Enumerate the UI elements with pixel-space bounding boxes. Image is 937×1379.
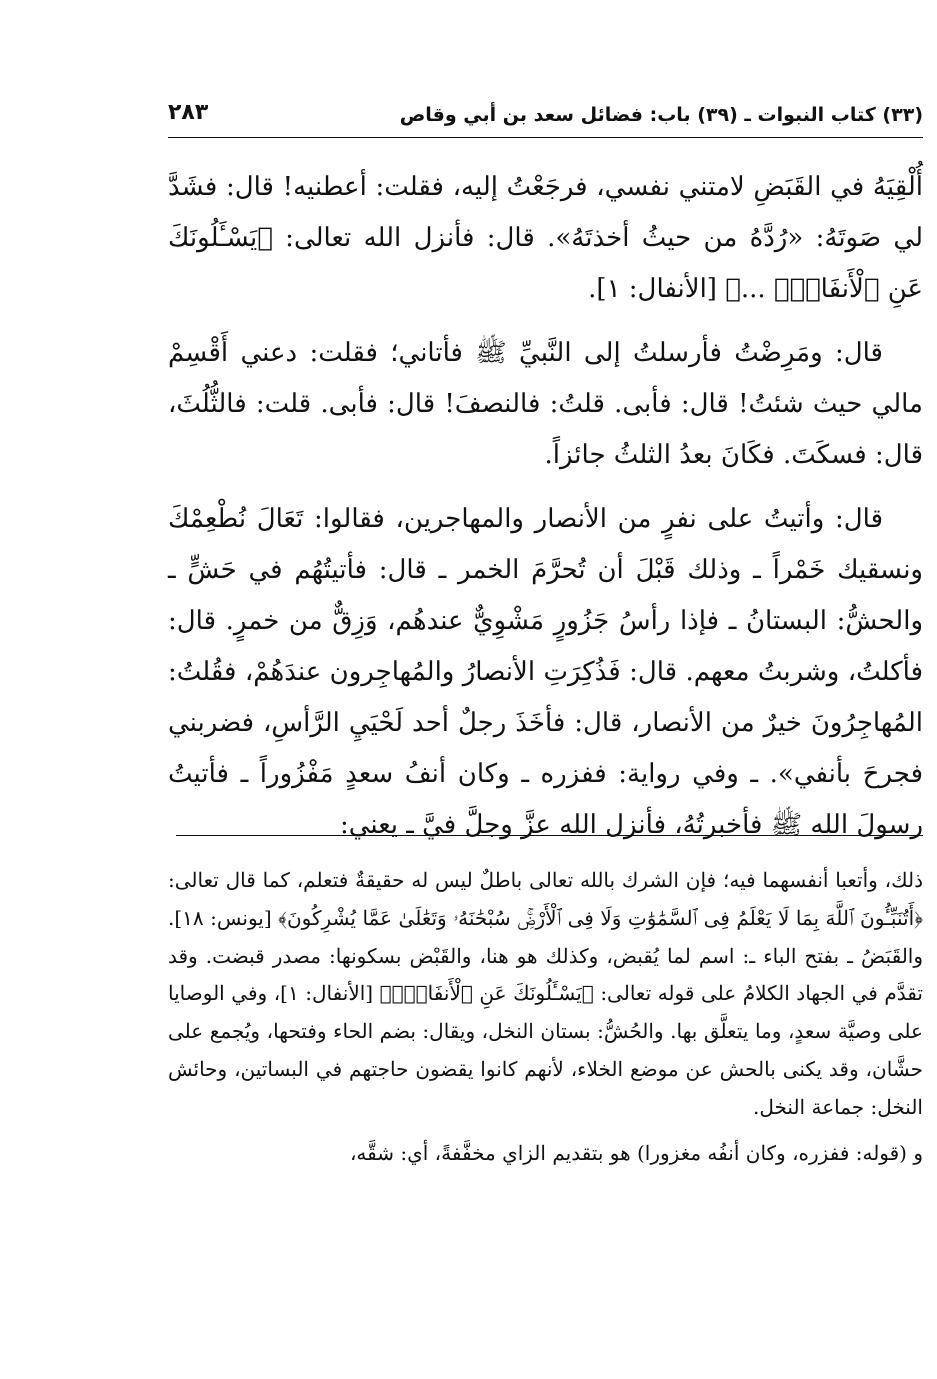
footnote-paragraph: ذلك، وأتعبا أنفسهما فيه؛ فإن الشرك بالله تعالى باطلٌ ليس له حقيقةٌ فتعلم، كما قال تعالى: ﴿أَتُنَبِّـُٔونَ ٱللَّهَ بِمَا لَا يَعْلَمُ فِى ٱلسَّمَٰوَٰتِ وَلَا فِى ٱلْأَرْضِۚ سُبْحَٰنَهُۥ وَتَعَٰلَىٰ عَمَّا يُشْرِكُونَ﴾ [يونس: ١٨]. والقَبَضُ ـ بفتح الباء ـ: اسم لما يُقبض، وكذلك هو هنا، والقَبْض بسكونها: مصدر قبضت. وقد تقدَّم في الجهاد الكلامُ على قوله تعالى: ﴿يَسْـَٔلُونَكَ عَنِ ٱلْأَنفَالِۖ﴾ [الأنفال: ١]، وفي الوصايا على وصيَّة سعدٍ، وما يتعلَّق بها. والحُشُّ: بستان النخل، ويقال: بضم الحاء وفتحها، ويُجمع على حشَّان، وقد يكنى بالحش عن موضع الخلاء، لأنهم كانوا يقضون حاجتهم في البساتين، وحائش النخل: جماعة النخل. [168,868,923,1119]
main-paragraph: قال: ومَرِضْتُ فأرسلتُ إلى النَّبيِّ ﷺ فأتاني؛ فقلت: دعني أَقْسِمْ مالي حيث شئتُ! قال: فأبى. قلتُ: فالنصفَ! قال: فأبى. قلت: فالثُّلُثَ، قال: فسكَتَ. فكَانَ بعدُ الثلثُ جائزاً. [168,338,923,470]
main-paragraph: أُلْقِيَهُ في القَبَضِ لامتني نفسي، فرجَعْتُ إليه، فقلت: أعطنيه! قال: فشَدَّ لي صَوتَهُ: «رُدَّهُ من حيثُ أخذتَهُ». قال: فأنزل الله تعالى: ﴿يَسْـَٔلُونَكَ عَنِ ٱلْأَنفَالِۖ ...﴾ [الأنفال: ١]. [168,172,923,304]
main-text [168,162,923,864]
running-header [168,96,923,136]
footnote-paragraph: و (قوله: ففزره، وكان أنفُه مغزورا) هو بتقديم الزاي مخفَّفةً، أي: شقَّه، [349,1140,923,1165]
page-number: ٢٨٣ [168,100,209,125]
main-paragraph: قال: وأتيتُ على نفرٍ من الأنصار والمهاجرين، فقالوا: تَعَالَ نُطْعِمْكَ ونسقيك خَمْراً ـ وذلك قَبْلَ أن تُحرَّمَ الخمر ـ قال: فأتيتُهُم في حَشٍّ ـ والحشُّ: البستانُ ـ فإذا رأسُ جَزُورٍ مَشْوِيٌّ عندهُم، وَزِقٌّ من خمرٍ. قال: فأكلتُ، وشربتُ معهم. قال: فَذُكِرَتِ الأنصارُ والمُهاجِرون عندَهُمْ، فقُلتُ: المُهاجِرُونَ خيرٌ من الأنصار، قال: فأخَذَ رجلٌ أحد لَحْيَيِ الرَّأسِ، فضربني فجرحَ بأنفي». ـ وفي رواية: ففزره ـ وكان أنفُ سعدٍ مَفْزُوراً ـ فأتيتُ رسولَ الله ﷺ فأخبرتُهُ، فأنزل الله عزَّ وجلَّ فيَّ ـ يعني: [168,504,923,840]
running-header-title: (٣٣) كتاب النبوات ـ (٣٩) باب: فضائل سعد بن أبي وقاص [399,104,923,126]
footnote-separator [176,835,923,836]
footnotes [168,862,923,1180]
header-rule [168,137,923,138]
